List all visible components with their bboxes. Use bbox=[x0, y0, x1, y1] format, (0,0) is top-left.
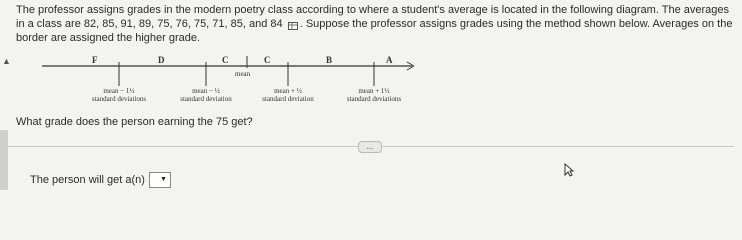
boundary-label-4 bbox=[336, 87, 412, 103]
answer-prefix: The person will get a(n) bbox=[30, 174, 145, 186]
boundary-label-1 bbox=[82, 87, 156, 103]
ellipsis-icon[interactable]: ... bbox=[358, 141, 382, 153]
question-text: What grade does the person earning the 75 get? bbox=[16, 116, 253, 128]
data-table-icon[interactable] bbox=[288, 20, 298, 28]
left-scrollbar[interactable] bbox=[0, 130, 8, 190]
boundary-formula: mean − 1½ bbox=[103, 87, 135, 95]
grade-label-a: A bbox=[386, 55, 393, 65]
grade-label-d: D bbox=[158, 55, 165, 65]
boundary-formula: mean − ½ bbox=[192, 87, 220, 95]
boundary-unit: standard deviation bbox=[262, 95, 314, 103]
grade-dropdown[interactable] bbox=[149, 172, 171, 188]
boundary-unit: standard deviations bbox=[346, 95, 402, 103]
mouse-pointer-icon bbox=[564, 163, 574, 180]
boundary-label-2 bbox=[168, 87, 244, 103]
grade-diagram bbox=[34, 54, 424, 114]
boundary-formula: mean + ½ bbox=[274, 87, 302, 95]
answer-row bbox=[30, 172, 171, 188]
problem-text-continued: . Suppose the professor assigns grades using the method shown below. Averages on the border are assigned the higher grade. bbox=[16, 18, 733, 44]
boundary-label-3 bbox=[250, 87, 326, 103]
caret-down-icon: ▼ bbox=[160, 176, 167, 183]
problem-statement bbox=[16, 3, 734, 45]
grade-label-c-left: C bbox=[222, 55, 229, 65]
problem-text: The professor assigns grades in the modern poetry class according to where a student's average is located in the following diagram. The averages in a class are 82, 85, 91, 89, 75, 76, 75, 71, 85, and 84 bbox=[16, 4, 730, 30]
boundary-unit: standard deviations bbox=[91, 95, 147, 103]
triangle-icon: ▲ bbox=[2, 56, 11, 66]
grade-label-f: F bbox=[92, 55, 98, 65]
boundary-unit: standard deviation bbox=[180, 95, 232, 103]
grade-label-b: B bbox=[326, 55, 333, 65]
boundary-formula: mean + 1½ bbox=[358, 87, 390, 95]
mean-label: mean bbox=[235, 70, 251, 78]
grade-label-c-right: C bbox=[264, 55, 271, 65]
